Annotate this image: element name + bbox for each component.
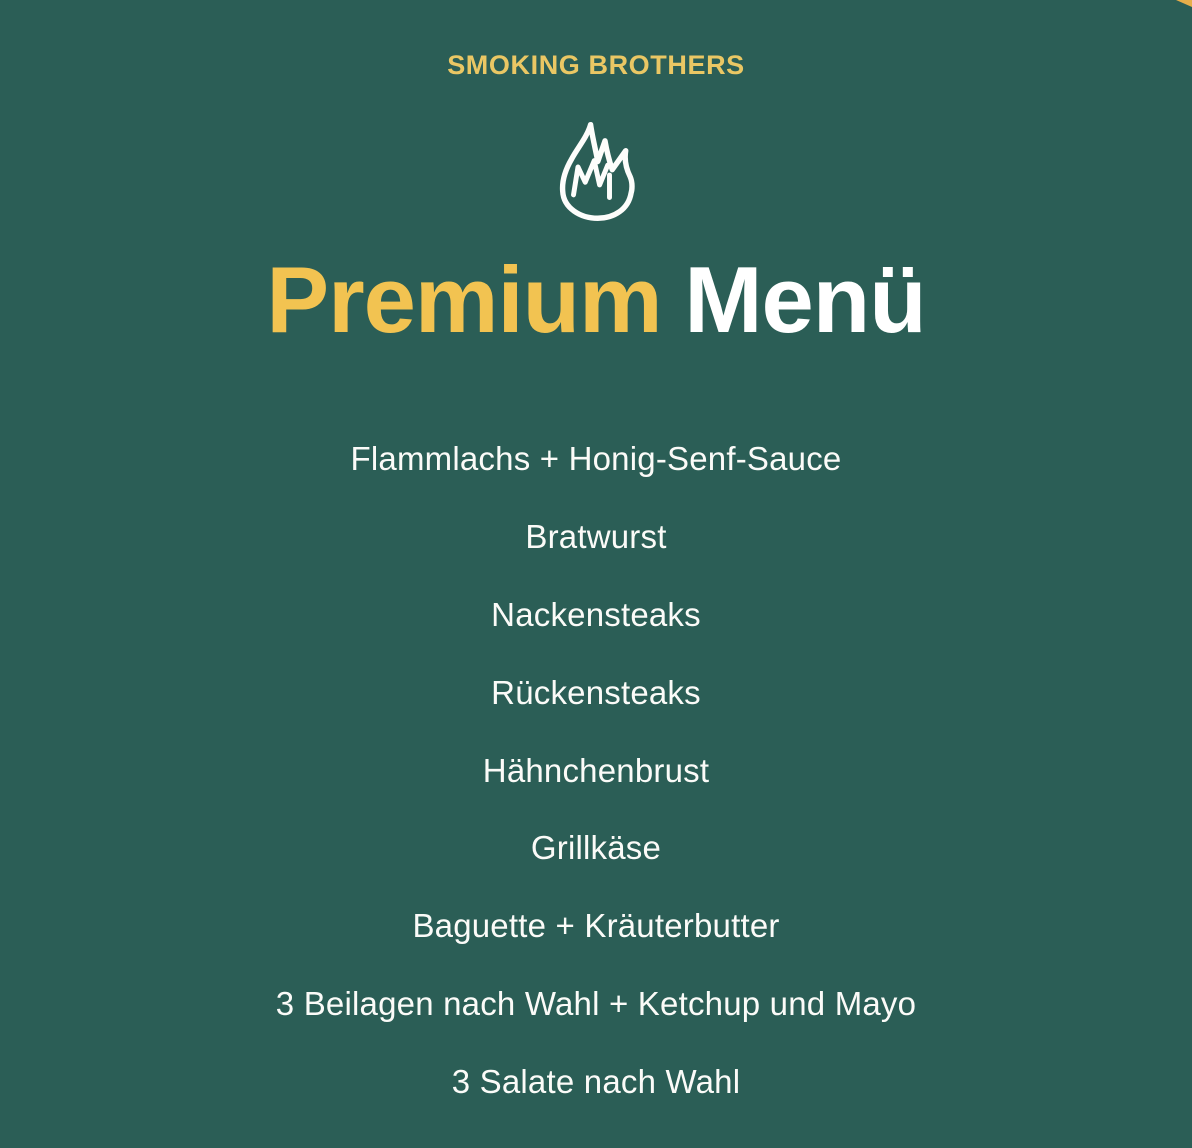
menu-item: Baguette + Kräuterbutter [412, 907, 780, 945]
menu-item: 3 Salate nach Wahl [451, 1062, 741, 1100]
title-highlight: Premium [266, 247, 662, 352]
page-title [266, 247, 926, 352]
menu-item-list [0, 420, 1192, 1120]
menu-item: Rückensteaks [491, 673, 701, 711]
flame-icon [551, 115, 641, 227]
menu-item: Bratwurst [525, 518, 667, 556]
brand-name: SMOKING BROTHERS [447, 50, 745, 80]
menu-item: Hähnchenbrust [482, 751, 710, 789]
menu-item: Flammlachs + Honig-Senf-Sauce [350, 440, 842, 478]
menu-item: Grillkäse [530, 829, 662, 867]
menu-item: 3 Beilagen nach Wahl + Ketchup und Mayo [275, 984, 917, 1022]
menu-item: Nackensteaks [491, 595, 701, 633]
title-rest: Menü [684, 247, 926, 352]
corner-accent-shape [1176, 0, 1192, 7]
